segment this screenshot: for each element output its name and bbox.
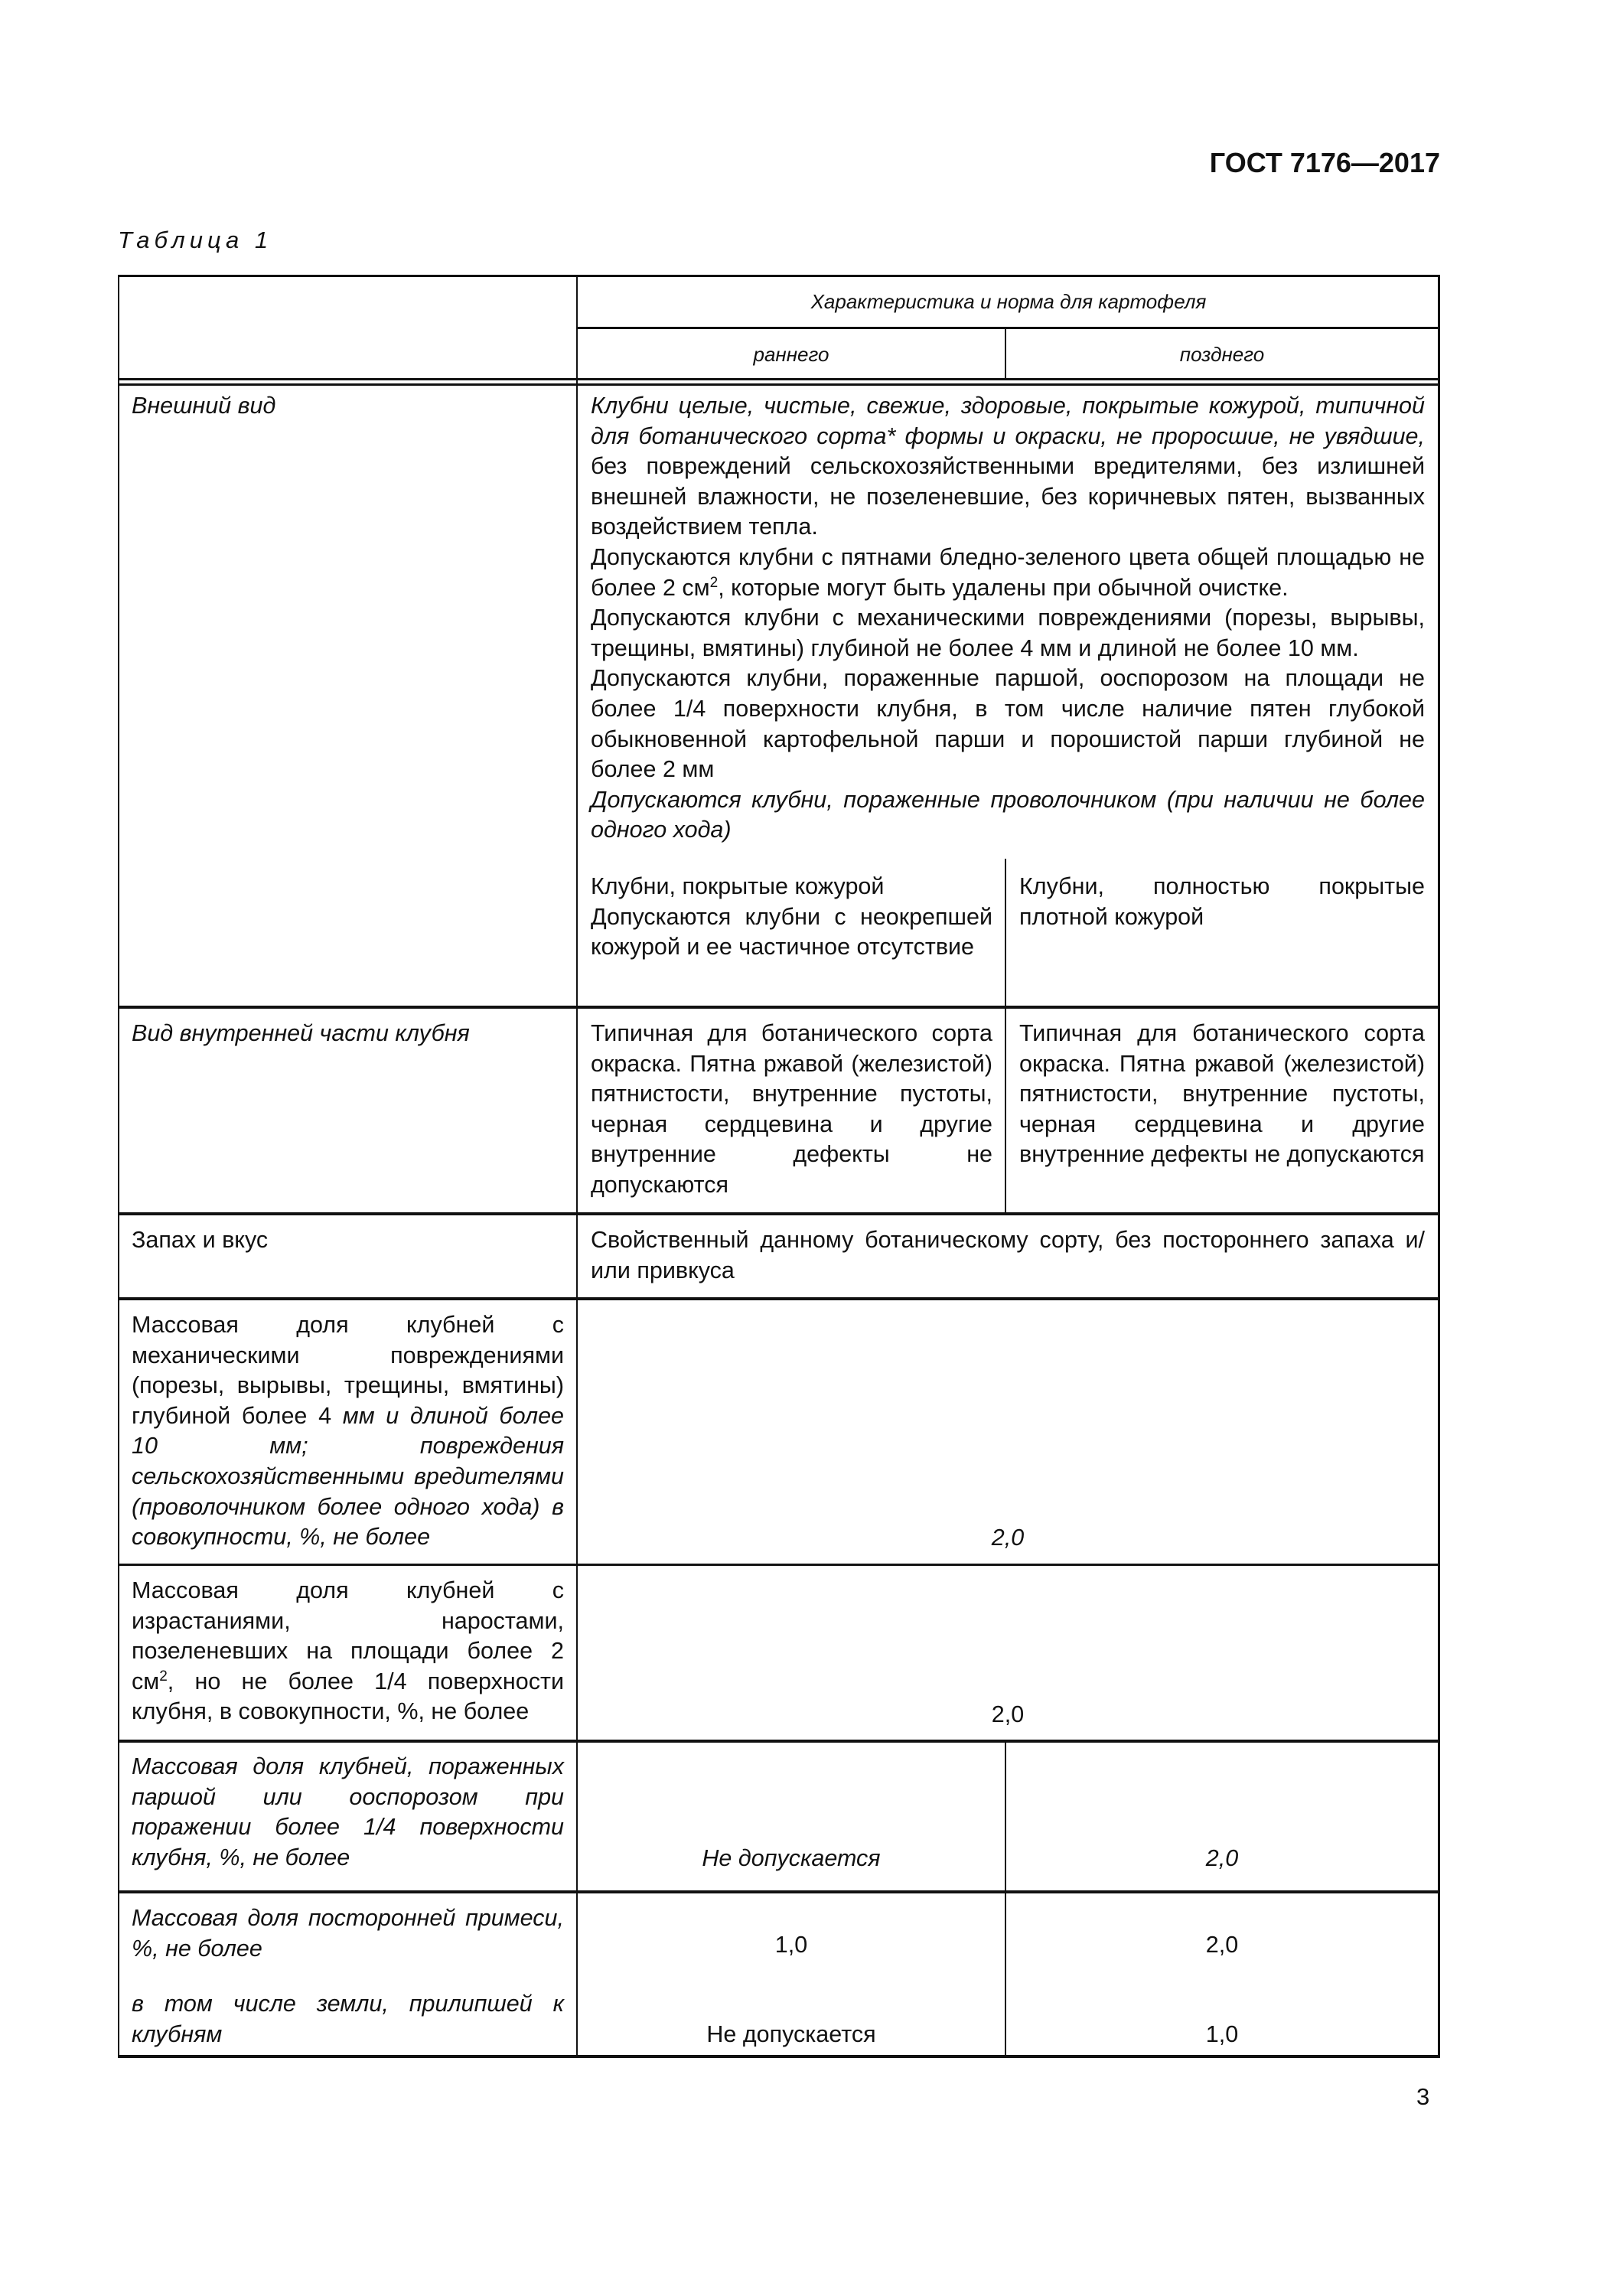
appearance-common (591, 391, 1425, 846)
sprouts-label-a: Массовая доля клубней с израстаниями, наростами, позеленевших на площади более 2 см (132, 1577, 564, 1694)
appearance-wireworm: Допускаются клубни, пораженные проволочником (при наличии не более одного хода) (591, 786, 1425, 843)
row-divider (118, 1564, 1440, 1566)
table-bottom-border (118, 2055, 1440, 2058)
smell-taste-common: Свойственный данному ботаническому сорту, без постороннего запаха и/или привкуса (591, 1227, 1425, 1283)
superscript: 2 (159, 1668, 168, 1684)
row-divider (118, 1890, 1440, 1893)
row-label-scab: Массовая доля клубней, пораженных паршой или ооспорозом при поражении более 1/4 поверхности клубня, %, не более (132, 1753, 564, 1870)
impurity-early-value: 1,0 (774, 1932, 808, 1958)
sprouts-value: 2,0 (991, 1701, 1025, 1727)
header-double-line-1 (118, 378, 1440, 380)
mechanical-label-regular: Массовая доля клубней с механическими повреждениями (порезы, вырывы, трещины, вмятины) глубиной более 4 (132, 1312, 564, 1429)
mechanical-label-italic: мм и длиной более 10 мм; повреждения сельскохозяйственными вредителями (проволочником более одного хода) в совокупности, %, не более (132, 1402, 565, 1551)
column-separator (576, 275, 578, 2058)
appearance-green-spots-tail: , которые могут быть удалены при обычной очистке. (718, 574, 1289, 601)
mechanical-damage-value: 2,0 (991, 1525, 1025, 1551)
header-double-line-2 (118, 383, 1440, 386)
scab-late-value: 2,0 (1205, 1845, 1239, 1871)
document-code: ГОСТ 7176—2017 (1209, 147, 1440, 178)
appearance-early-text-2: Допускаются клубни с неокрепшей кожурой и ее частичное отсутствие (591, 903, 992, 960)
appearance-italic-text: Клубни целые, чистые, свежие, здоровые, покрытые кожурой, типичной для ботанического сорта* формы и окраски, не проросшие, не увядшие, (591, 393, 1425, 449)
row-divider (118, 1006, 1440, 1009)
row-divider (118, 1740, 1440, 1743)
table-caption: Таблица 1 (118, 227, 273, 253)
appearance-mechanical: Допускаются клубни с механическими повреждениями (порезы, вырывы, трещины, вмятины) глубиной не более 4 мм и длиной не более 10 мм. (591, 605, 1425, 661)
scab-early-value: Не допускается (702, 1845, 881, 1871)
page-number: 3 (1416, 2083, 1430, 2110)
row-divider (118, 1297, 1440, 1300)
appearance-early (591, 872, 992, 963)
soil-late-value: 1,0 (1205, 2021, 1239, 2047)
appearance-late: Клубни, полностью покрытые плотной кожурой (1019, 873, 1425, 930)
row-label-impurity: Массовая доля посторонней примеси, %, не более (132, 1905, 564, 1962)
table-right-border (1438, 275, 1440, 2058)
table-top-border (118, 275, 1440, 277)
scab-col-separator (1005, 1742, 1006, 2057)
appearance-green-spots: Допускаются клубни с пятнами бледно-зеленого цвета общей площадью не более 2 см (591, 543, 1425, 601)
appearance-regular-text: без повреждений сельскохозяйственными вредителями, без излишней внешней влажности, не позеленевшие, без коричневых пятен, вызванных воздействием тепла. (591, 453, 1425, 540)
appearance-early-text-1: Клубни, покрытые кожурой (591, 873, 885, 899)
interior-late: Типичная для ботанического сорта окраска. Пятна ржавой (железистой) пятнистости, внутренние пустоты, черная сердцевина и другие внутренние дефекты не допускаются (1019, 1020, 1425, 1168)
quality-requirements-table (118, 275, 1440, 2057)
appearance-split-separator (1005, 859, 1006, 1008)
appearance-scab: Допускаются клубни, пораженные паршой, ооспорозом на площади не более 1/4 поверхности клубня, в том числе наличие пятен глубокой обыкновенной картофельной парши и порошистой парши глубиной не более 2 мм (591, 665, 1425, 783)
soil-early-value: Не допускается (706, 2021, 876, 2047)
row-label-soil: в том числе земли, прилипшей к клубням (132, 1991, 564, 2047)
interior-col-separator (1005, 1008, 1006, 1213)
superscript: 2 (709, 574, 719, 591)
row-label-smell-taste: Запах и вкус (132, 1227, 269, 1253)
impurity-late-value: 2,0 (1205, 1932, 1239, 1958)
sprouts-label-b: , но не более 1/4 поверхности клубня, в совокупности, %, не более (132, 1668, 564, 1725)
row-label-appearance: Внешний вид (132, 393, 276, 419)
row-label-interior: Вид внутренней части клубня (132, 1020, 470, 1046)
row-label-mechanical-damage (132, 1310, 564, 1553)
table-left-border (118, 275, 119, 2058)
row-label-sprouts (132, 1576, 564, 1727)
interior-early: Типичная для ботанического сорта окраска. Пятна ржавой (железистой) пятнистости, внутренние пустоты, черная сердцевина и другие внутренние дефекты не допускаются (591, 1020, 992, 1198)
header-divider (577, 327, 1440, 329)
row-divider (118, 1212, 1440, 1215)
header-late: позднего (1179, 343, 1265, 366)
header-early: раннего (753, 343, 829, 366)
header-group-label: Характеристика и норма для картофеля (810, 290, 1207, 313)
